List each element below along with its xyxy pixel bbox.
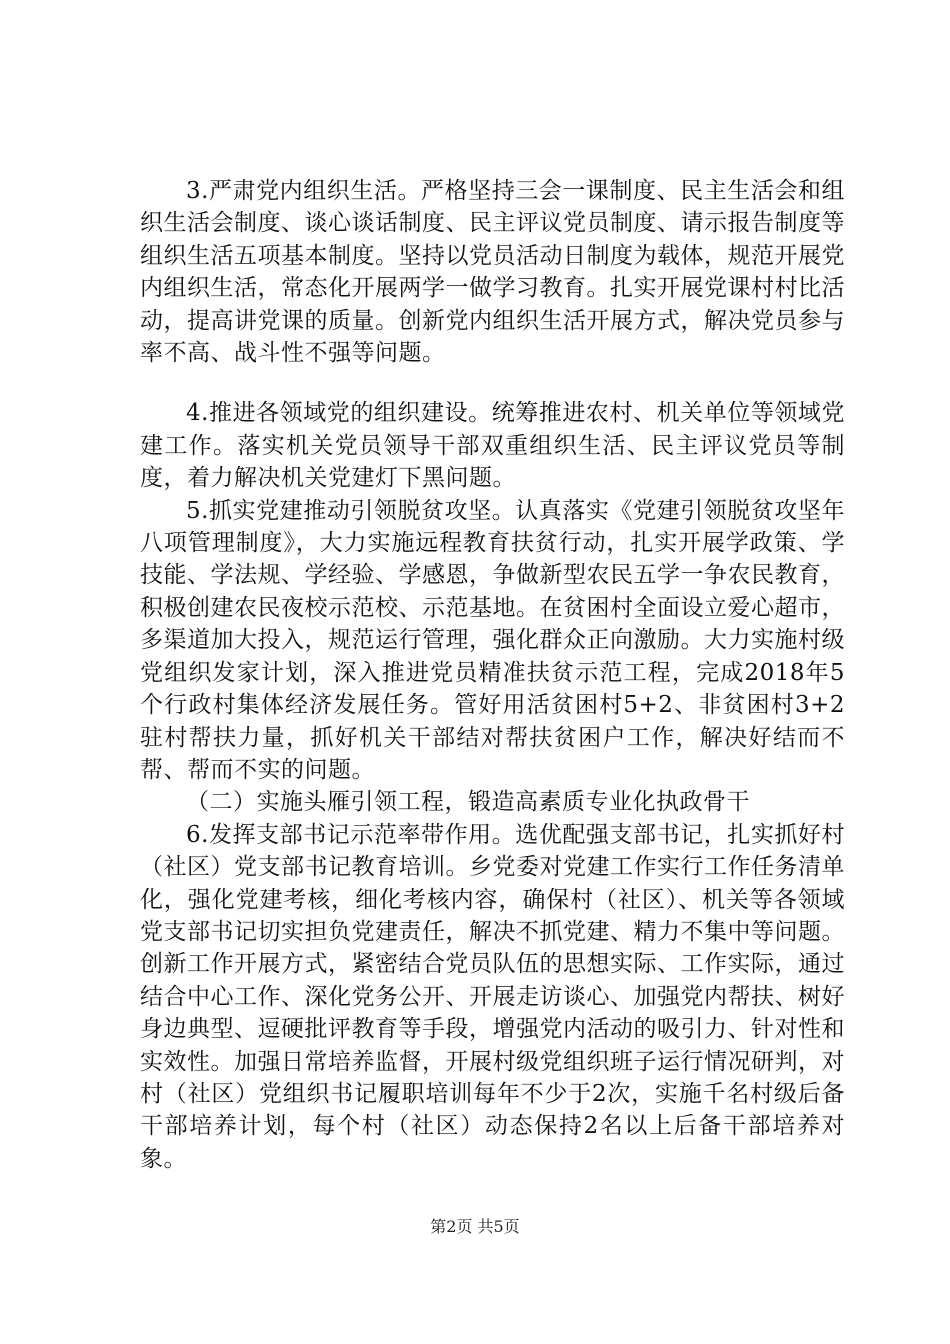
document-body xyxy=(140,175,845,1175)
section-heading-2: （二）实施头雁引领工程，锻造高素质专业化执政骨干 xyxy=(186,789,750,816)
page-footer: 第2页 共5页 xyxy=(430,1217,520,1236)
paragraph-4-organization-building: 4.推进各领域党的组织建设。统筹推进农村、机关单位等领域党建工作。落实机关党员领导干部双重组织生活、民主评议党员等制度，着力解决机关党建灯下黑问题。 xyxy=(140,400,845,492)
paragraph-3-party-life: 3.严肃党内组织生活。严格坚持三会一课制度、民主生活会和组织生活会制度、谈心谈话制度、民主评议党员制度、请示报告制度等组织生活五项基本制度。坚持以党员活动日制度为载体，规范开展党内组织生活，常态化开展两学一做学习教育。扎实开展党课村村比活动，提高讲党课的质量。创新党内组织生活开展方式，解决党员参与率不高、战斗性不强等问题。 xyxy=(140,178,845,367)
paragraph-5-poverty-alleviation: 5.抓实党建推动引领脱贫攻坚。认真落实《党建引领脱贫攻坚年八项管理制度》，大力实施远程教育扶贫行动，扎实开展学政策、学技能、学法规、学经验、学感恩，争做新型农民五学一争农民教育，积极创建农民夜校示范校、示范基地。在贫困村全面设立爱心超市，多渠道加大投入，规范运行管理，强化群众正向激励。大力实施村级党组织发家计划，深入推进党员精准扶贫示范工程，完成2018年5个行政村集体经济发展任务。管好用活贫困村5+2、非贫困村3+2驻村帮扶力量，抓好机关干部结对帮扶贫困户工作，解决好结而不帮、帮而不实的问题。 xyxy=(140,497,845,783)
paragraph-6-branch-secretary: 6.发挥支部书记示范率带作用。选优配强支部书记，扎实抓好村（社区）党支部书记教育培训。乡党委对党建工作实行工作任务清单化，强化党建考核，细化考核内容，确保村（社区）、机关等各领域党支部书记切实担负党建责任，解决不抓党建、精力不集中等问题。创新工作开展方式，紧密结合党员队伍的思想实际、工作实际，通过结合中心工作、深化党务公开、开展走访谈心、加强党内帮扶、树好身边典型、逗硬批评教育等手段，增强党内活动的吸引力、针对性和实效性。加强日常培养监督，开展村级党组织班子运行情况研判，对村（社区）党组织书记履职培训每年不少于2次，实施千名村级后备干部培养计划，每个村（社区）动态保持2名以上后备干部培养对象。 xyxy=(140,821,845,1172)
